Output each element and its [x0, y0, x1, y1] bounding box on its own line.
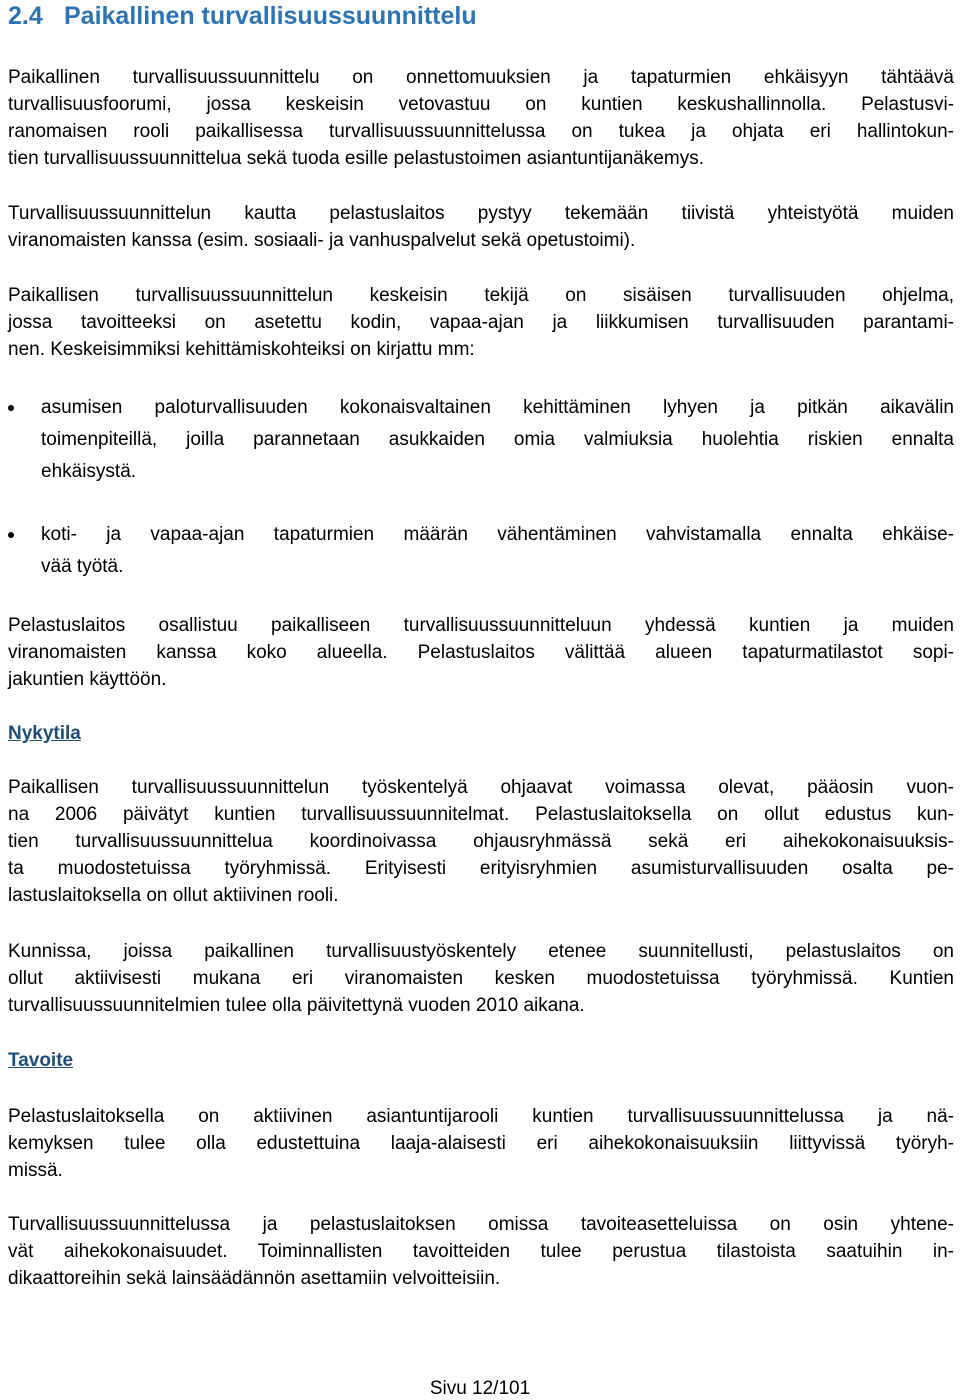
text-line: Paikallisen turvallisuussuunnittelun työskentelyä ohjaavat voimassa olevat, pääosin vuon-	[8, 777, 954, 798]
text-line: kemyksen tulee olla edustettuina laaja-alaisesti eri aihekokonaisuuksiin liittyvissä työryh-	[8, 1133, 954, 1154]
text-line: ta muodostetuissa työryhmissä. Erityisesti erityisryhmien asumisturvallisuuden osalta pe-	[8, 858, 954, 879]
text-line: Paikallisen turvallisuussuunnittelun keskeisin tekijä on sisäisen turvallisuuden ohjelma,	[8, 285, 954, 306]
section-number: 2.4	[8, 2, 43, 30]
page-number: Sivu 12/101	[429, 1378, 531, 1399]
program-paragraph	[8, 282, 954, 363]
intro-paragraph	[8, 64, 954, 172]
section-heading	[8, 0, 477, 32]
subheading-nykytila: Nykytila	[8, 723, 81, 744]
section-title: Paikallinen turvallisuussuunnittelu	[64, 2, 477, 30]
text-line: dikaattoreihin sekä lainsäädännön asettamiin velvoitteisiin.	[8, 1268, 501, 1289]
text-line: koti- ja vapaa-ajan tapaturmien määrän vähentäminen vahvistamalla ennalta ehkäise-	[41, 524, 954, 545]
list-item-text	[41, 392, 954, 488]
text-line: tien turvallisuussuunnittelua sekä tuoda esille pelastustoimen asiantuntijanäkemys.	[8, 148, 705, 169]
tavoite-paragraph-1	[8, 1103, 954, 1184]
text-line: turvallisuussuunnitelmien tulee olla päivitettynä vuoden 2010 aikana.	[8, 995, 585, 1016]
text-line: vät aihekokonaisuudet. Toiminnallisten tavoitteiden tulee perustua tilastoista saatuihin in-	[8, 1241, 954, 1262]
text-line: ollut aktiivisesti mukana eri viranomaisten kesken muodostetuissa työryhmissä. Kuntien	[8, 968, 954, 989]
text-line: Paikallinen turvallisuussuunnittelu on onnettomuuksien ja tapaturmien ehkäisyyn tähtäävä	[8, 67, 954, 88]
text-line: viranomaisten kanssa (esim. sosiaali- ja vanhuspalvelut sekä opetustoimi).	[8, 230, 636, 251]
tavoite-paragraph-2	[8, 1211, 954, 1292]
text-line: turvallisuusfoorumi, jossa keskeisin vetovastuu on kuntien keskushallinnolla. Pelastusvi-	[8, 94, 954, 115]
bullet-icon	[8, 405, 14, 411]
text-line: jakuntien käyttöön.	[8, 669, 167, 690]
text-line: Turvallisuussuunnittelussa ja pelastuslaitoksen omissa tavoiteasetteluissa on osin yhtene-	[8, 1214, 954, 1235]
text-line: Kunnissa, joissa paikallinen turvallisuustyöskentely etenee suunnitellusti, pelastuslaitos on	[8, 941, 954, 962]
participation-paragraph	[8, 612, 954, 693]
bullet-icon	[8, 532, 14, 538]
list-item	[8, 519, 954, 585]
text-line: lastuslaitoksella on ollut aktiivinen rooli.	[8, 885, 339, 906]
cooperation-paragraph	[8, 200, 954, 254]
subheading-tavoite: Tavoite	[8, 1050, 74, 1071]
text-line: nen. Keskeisimmiksi kehittämiskohteiksi on kirjattu mm:	[8, 339, 475, 360]
text-line: ehkäisystä.	[41, 461, 137, 482]
text-line: Pelastuslaitos osallistuu paikalliseen turvallisuussuunnitteluun yhdessä kuntien ja muiden	[8, 615, 954, 636]
text-line: ranomaisen rooli paikallisessa turvallisuussuunnittelussa on tukea ja ohjata eri hallintokun-	[8, 121, 954, 142]
text-line: viranomaisten kanssa koko alueella. Pelastuslaitos välittää alueen tapaturmatilastot sopi-	[8, 642, 954, 663]
list-item	[8, 392, 954, 492]
nykytila-paragraph-1	[8, 774, 954, 909]
text-line: Turvallisuussuunnittelun kautta pelastuslaitos pystyy tekemään tiivistä yhteistyötä muiden	[8, 203, 954, 224]
text-line: asumisen paloturvallisuuden kokonaisvaltainen kehittäminen lyhyen ja pitkän aikavälin	[41, 397, 954, 418]
text-line: Pelastuslaitoksella on aktiivinen asiantuntijarooli kuntien turvallisuussuunnittelussa ja nä-	[8, 1106, 954, 1127]
text-line: toimenpiteillä, joilla parannetaan asukkaiden omia valmiuksia huolehtia riskien ennalta	[41, 429, 954, 450]
text-line: jossa tavoitteeksi on asetettu kodin, vapaa-ajan ja liikkumisen turvallisuuden parantami-	[8, 312, 954, 333]
list-item-text	[41, 519, 954, 583]
text-line: na 2006 päivätyt kuntien turvallisuussuunnitelmat. Pelastuslaitoksella on ollut edustus kun-	[8, 804, 954, 825]
text-line: tien turvallisuussuunnittelua koordinoivassa ohjausryhmässä sekä eri aihekokonaisuuksis-	[8, 831, 954, 852]
text-line: vää työtä.	[41, 556, 124, 577]
nykytila-paragraph-2	[8, 938, 954, 1019]
text-line: missä.	[8, 1160, 63, 1181]
